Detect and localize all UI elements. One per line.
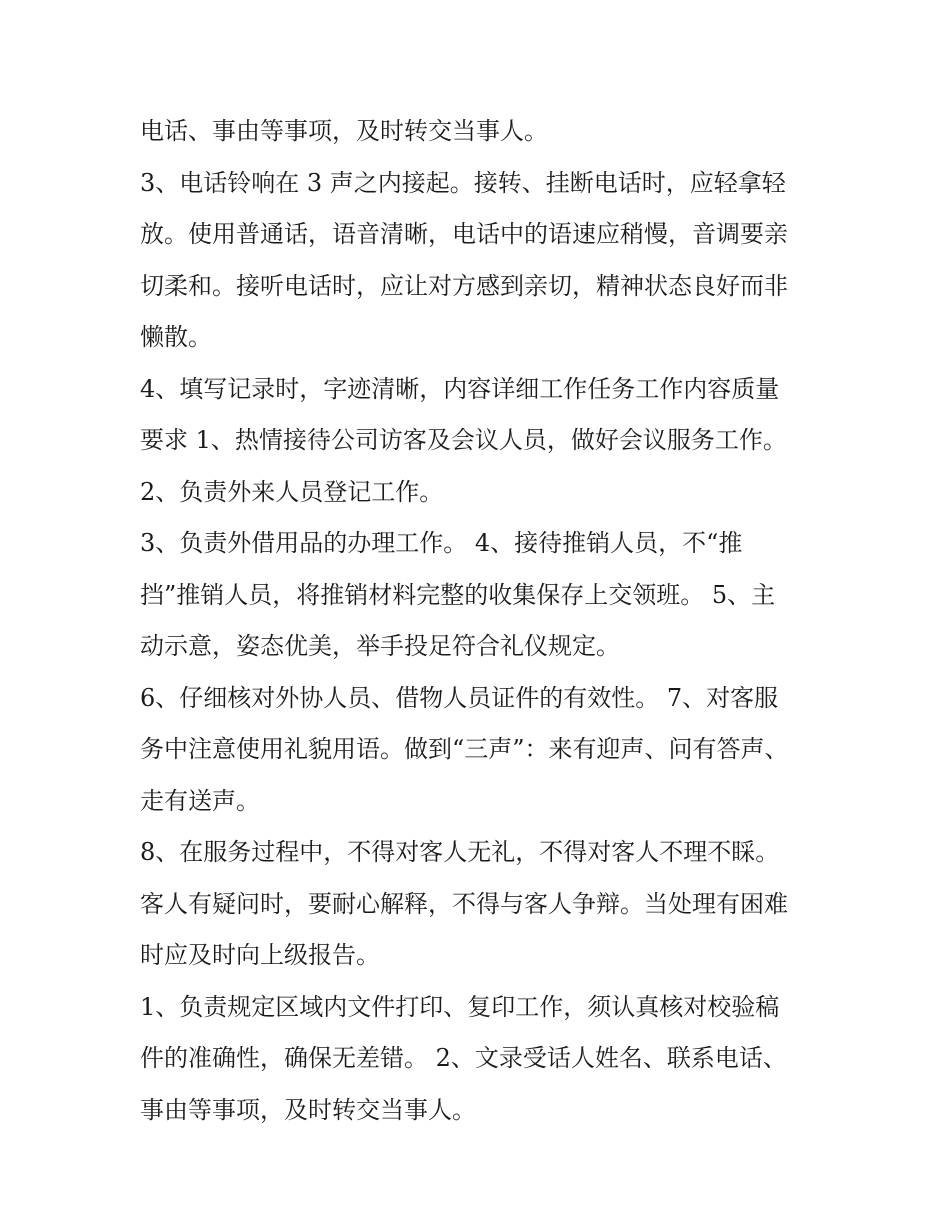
text-line: 切柔和。接听电话时，应让对方感到亲切，精神状态良好而非 [140,271,788,300]
text-line: 8、在服务过程中，不得对客人无礼，不得对客人不理不睬。 [140,838,780,866]
text-line: 3、负责外借用品的办理工作。 4、接待推销人员，不“推 [140,529,743,557]
text-line: 件的准确性，确保无差错。 2、文录受话人姓名、联系电话、 [140,1044,787,1072]
text-line: 挡”推销人员，将推销材料完整的收集保存上交领班。 5、主 [140,580,776,609]
text-line: 6、仔细核对外协人员、借物人员证件的有效性。 7、对客服 [140,683,779,712]
text-line: 2、负责外来人员登记工作。 [140,477,444,506]
text-line: 走有送声。 [140,786,260,815]
text-line: 客人有疑问时，要耐心解释，不得与客人争辩。当处理有困难 [140,889,788,918]
document-body [140,106,820,1136]
text-line: 动示意，姿态优美，举手投足符合礼仪规定。 [140,632,620,660]
text-line: 电话、事由等事项，及时转交当事人。 [140,117,548,145]
text-line: 懒散。 [140,323,212,351]
text-line: 1、负责规定区域内文件打印、复印工作，须认真核对校验稿 [140,992,780,1021]
text-line: 放。使用普通话，语音清晰，电话中的语速应稍慢，音调要亲 [140,220,788,248]
text-line: 时应及时向上级报告。 [140,941,380,969]
text-line: 4、填写记录时，字迹清晰，内容详细工作任务工作内容质量 [140,374,780,403]
text-line: 事由等事项，及时转交当事人。 [140,1095,476,1124]
text-line: 3、电话铃响在 3 声之内接起。接转、挂断电话时，应轻拿轻 [140,168,786,197]
text-line: 要求 1、热情接待公司访客及会议人员，做好会议服务工作。 [140,426,787,454]
text-line: 务中注意使用礼貌用语。做到“三声”：来有迎声、问有答声、 [140,735,789,763]
